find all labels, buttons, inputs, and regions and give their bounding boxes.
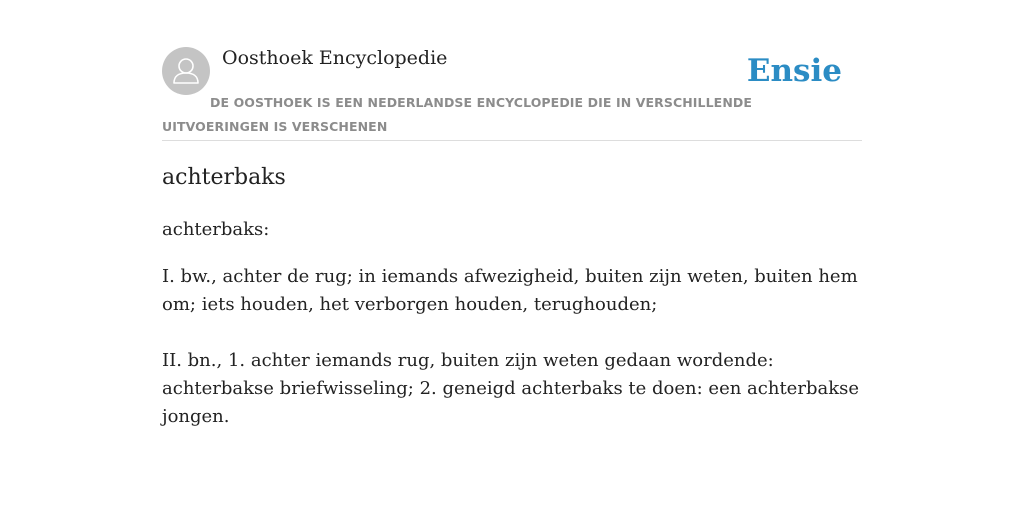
entry-body — [162, 216, 862, 459]
entry-headword: achterbaks: — [162, 219, 270, 240]
entry-title: achterbaks — [162, 165, 286, 190]
source-header — [162, 46, 862, 141]
entry-sense: I. bw., achter de rug; in iemands afwezigheid, buiten zijn weten, buiten hem om; iets houden, het verborgen houden, terughouden; — [162, 266, 858, 315]
source-name[interactable]: Oosthoek Encyclopedie — [222, 47, 448, 69]
ensie-logo[interactable]: Ensie — [746, 53, 842, 89]
user-icon — [162, 47, 210, 95]
entry-sense: II. bn., 1. achter iemands rug, buiten zijn weten gedaan wordende: achterbakse briefwisseling; 2. geneigd achterbaks te doen: een achterbakse jongen. — [162, 350, 859, 427]
source-avatar[interactable] — [162, 47, 210, 95]
source-tagline: DE OOSTHOEK IS EEN NEDERLANDSE ENCYCLOPEDIE DIE IN VERSCHILLENDE UITVOERINGEN IS VERSCHENEN — [162, 95, 752, 134]
